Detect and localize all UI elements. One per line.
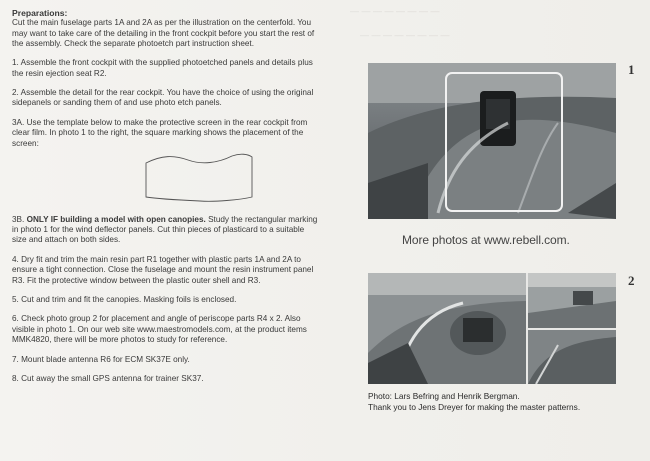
cockpit-photo-1	[368, 63, 616, 219]
step-8: 8. Cut away the small GPS antenna for trainer SK37.	[12, 374, 204, 384]
bleed-through-text: — — — — — — — —	[350, 6, 440, 16]
bleed-through-text: — — — — — — — —	[360, 30, 450, 40]
step-5: 5. Cut and trim and fit the canopies. Masking foils is enclosed.	[12, 294, 237, 304]
photo-2-number: 2	[628, 273, 635, 288]
step-3b-emphasis: ONLY IF building a model with open canopies.	[26, 214, 206, 224]
intro-paragraph: Cut the main fuselage parts 1A and 2A as per the illustration on the centerfold. You may want to take care of the detailing in the front cockpit before you start the rest of the assembly. Check the separate photoetch part instruction sheet.	[12, 18, 315, 48]
more-photos-link[interactable]: More photos at www.rebell.com.	[402, 233, 570, 247]
credit-line-1: Photo: Lars Befring and Henrik Bergman.	[368, 391, 520, 401]
screen-template-outline	[144, 151, 254, 203]
photo-credit	[368, 391, 638, 412]
step-4: 4. Dry fit and trim the main resin part R1 together with plastic parts 1A and 2A to ensure a tight connection. Close the fuselage and mount the resin instrument panel R3. Fit the protective window between the plastic outer shell and R3.	[12, 254, 314, 285]
section-heading: Preparations:	[12, 8, 68, 18]
credit-line-2: Thank you to Jens Dreyer for making the master patterns.	[368, 401, 581, 412]
step-3b	[12, 215, 320, 246]
cockpit-photo-1-image	[368, 63, 616, 219]
step-3a: 3A. Use the template below to make the protective screen in the rear cockpit from clear film. In photo 1 to the right, the square marking shows the placement of the screen:	[12, 117, 308, 148]
step-7: 7. Mount blade antenna R6 for ECM SK37E only.	[12, 354, 190, 364]
cockpit-photo-2-image	[368, 273, 616, 384]
step-1: 1. Assemble the front cockpit with the supplied photoetched panels and details plus the resin ejection seat R2.	[12, 58, 313, 78]
step-6: 6. Check photo group 2 for placement and angle of periscope parts R4 x 2. Also visible in photo 1. On our web site www.maestromodels.com, at the product items MMK4820, there will be more photos to study for reference.	[12, 314, 307, 345]
photo-1-number: 1	[628, 62, 635, 77]
instructions-column	[12, 8, 320, 394]
step-3b-text: Study the rectangular marking in photo 1 for the wind deflector panels. Cut thin pieces of plasticard to a suitable size and attach on both sides.	[12, 214, 318, 245]
step-2: 2. Assemble the detail for the rear cockpit. You have the choice of using the original sidepanels or sanding them of and use photo etch panels.	[12, 88, 314, 108]
cockpit-photo-2	[368, 273, 616, 384]
step-3b-number: 3B.	[12, 214, 27, 224]
